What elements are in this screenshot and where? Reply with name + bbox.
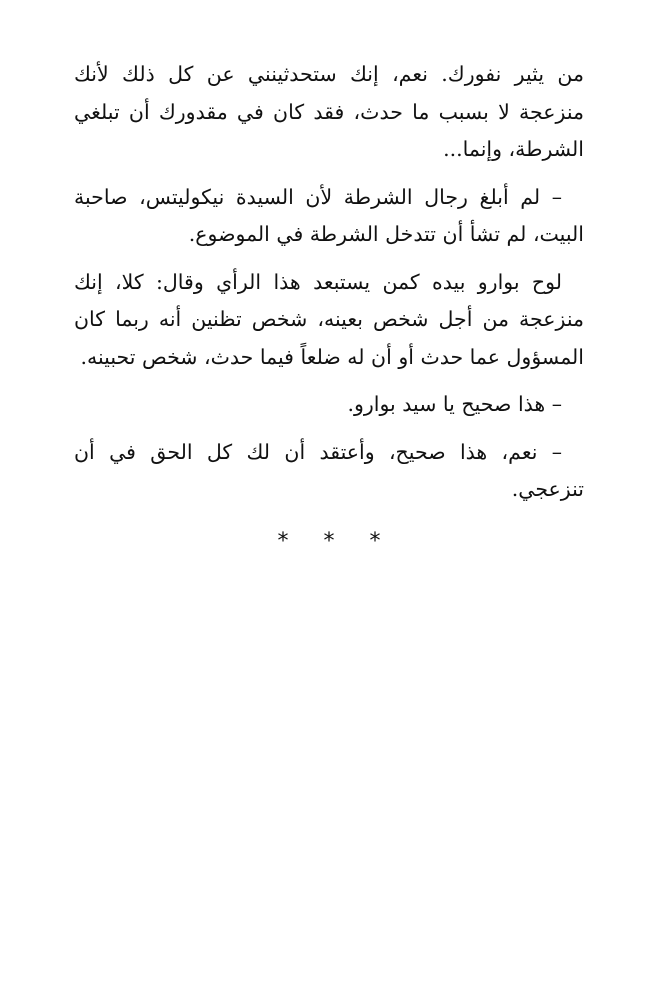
paragraph-3: لوح بوارو بيده كمن يستبعد هذا الرأي وقال: كلا، إنك منزعجة من أجل شخص بعينه، شخص تظنين أنه ربما كان المسؤول عما حدث أو أن له ضلعاً فيما حدث، شخص تحبينه. <box>74 269 584 369</box>
paragraph-1: من يثير نفورك. نعم، إنك ستحدثينني عن كل ذلك لأنك منزعجة لا بسبب ما حدث، فقد كان في مقدورك أن تبلغي الشرطة، وإنما... <box>74 62 584 161</box>
paragraph-4: – هذا صحيح يا سيد بوارو. <box>347 392 562 416</box>
book-page <box>74 56 584 560</box>
paragraph-5: – نعم، هذا صحيح، وأعتقد أن لك كل الحق في أن تنزعجي. <box>74 439 584 501</box>
section-separator: * * * <box>277 528 395 554</box>
paragraph-2: – لم أبلغ رجال الشرطة لأن السيدة نيكوليتس، صاحبة البيت، لم تشأ أن تتدخل الشرطة في الموضوع. <box>74 184 584 246</box>
